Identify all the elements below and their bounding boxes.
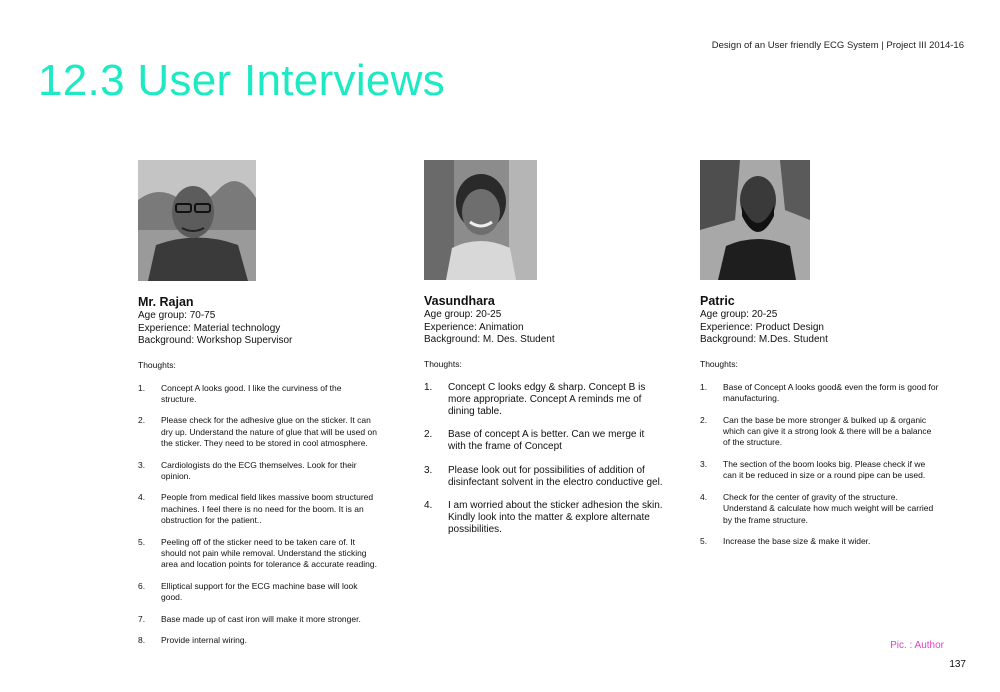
thought-number: 4. [700,492,708,503]
thought-item [138,383,378,406]
page-number: 137 [949,659,966,670]
background: Background: Workshop Supervisor [138,335,293,346]
thought-item [138,614,378,625]
thought-number: 4. [424,499,433,511]
thought-number: 3. [138,459,146,470]
thought-number: 1. [424,381,433,393]
thoughts-list [424,382,664,537]
thought-item [138,492,378,526]
thought-item [138,460,378,483]
thought-text: Concept C looks edgy & sharp. Concept B is more appropriate. Concept A reminds me of dining table. [448,381,646,417]
thoughts-list [138,383,378,647]
thought-text: Base of concept A is better. Can we merge it with the frame of Concept [448,429,645,453]
portrait-photo-rajan [138,160,256,281]
interviewee-card-patric [700,160,940,558]
background: Background: M. Des. Student [424,334,555,345]
thought-item [700,536,940,547]
thought-item [138,581,378,604]
thought-item [700,415,940,449]
thought-number: 5. [138,536,146,547]
thought-item [424,382,664,419]
thought-text: Check for the center of gravity of the structure. Understand & calculate how much weight will be carried by the frame structure. [723,492,934,525]
age-group: Age group: 20-25 [700,309,778,320]
thought-number: 1. [700,381,708,392]
thought-text: Can the base be more stronger & bulked up & organic which can give it a strong look & there will be a balance of the structure. [723,414,932,448]
thought-item [700,382,940,405]
thought-item [424,500,664,537]
interviewee-card-rajan [138,160,378,657]
document-header: Design of an User friendly ECG System | Project III 2014-16 [711,40,964,51]
portrait-photo-vasundhara [424,160,537,280]
thought-item [424,429,664,453]
thought-number: 3. [700,458,708,469]
thought-item [138,415,378,449]
thought-text: Increase the base size & make it wider. [723,536,871,547]
interviewee-name: Patric [700,294,735,308]
thought-text: Please look out for possibilities of addition of disinfectant solvent in the electro conductive gel. [448,464,663,488]
thought-text: Peeling off of the sticker need to be taken care of. It should not pain while removal. Understand the sticking area and location points for tolerance & accurate reading. [161,536,377,570]
photo-credit: Pic. : Author [890,640,944,651]
thought-text: Base of Concept A looks good& even the form is good for manufacturing. [723,381,939,403]
thought-item [424,465,664,489]
interviewee-card-vasundhara [424,160,664,548]
thought-item [700,492,940,526]
interviewee-name: Vasundhara [424,294,495,308]
thought-text: Provide internal wiring. [161,635,247,646]
thought-number: 2. [138,415,146,426]
thought-text: Cardiologists do the ECG themselves. Look for their opinion. [161,459,357,481]
experience: Experience: Product Design [700,321,824,333]
thoughts-label: Thoughts: [424,358,462,369]
interviewee-name: Mr. Rajan [138,295,194,309]
thoughts-list [700,382,940,548]
thought-number: 5. [700,536,708,547]
background: Background: M.Des. Student [700,334,828,345]
thought-number: 1. [138,382,146,393]
thought-item [138,635,378,646]
experience: Experience: Material technology [138,322,281,334]
thought-number: 2. [700,414,708,425]
thought-item [700,459,940,482]
thought-text: Please check for the adhesive glue on the sticker. It can dry up. Understand the nature of glue that will be used on the sticker. They need to be stored in cool atmosphere. [161,415,377,448]
thought-item [138,537,378,571]
thought-text: I am worried about the sticker adhesion the skin. Kindly look into the matter & explore alternate possibilities. [448,499,663,536]
thought-number: 3. [424,464,433,476]
experience: Experience: Animation [424,321,524,333]
thought-text: Concept A looks good. I like the curviness of the structure. [161,382,342,404]
thought-text: Base made up of cast iron will make it more stronger. [161,613,361,624]
thoughts-label: Thoughts: [700,358,738,369]
thought-text: The section of the boom looks big. Please check if we can it be reduced in size or a round pipe can be used. [723,458,926,481]
thought-number: 6. [138,580,146,591]
age-group: Age group: 20-25 [424,309,502,320]
thoughts-label: Thoughts: [138,359,176,370]
page-title: 12.3 User Interviews [38,56,446,105]
thought-number: 7. [138,613,146,624]
age-group: Age group: 70-75 [138,310,216,321]
thought-number: 8. [138,635,146,646]
thought-number: 4. [138,492,146,503]
thought-text: Elliptical support for the ECG machine base will look good. [161,580,358,603]
thought-text: People from medical field likes massive boom structured machines. I feel there is no need for the boom. It is an obstruction for the patient.. [161,492,374,526]
thought-number: 2. [424,429,433,441]
portrait-photo-patric [700,160,810,280]
